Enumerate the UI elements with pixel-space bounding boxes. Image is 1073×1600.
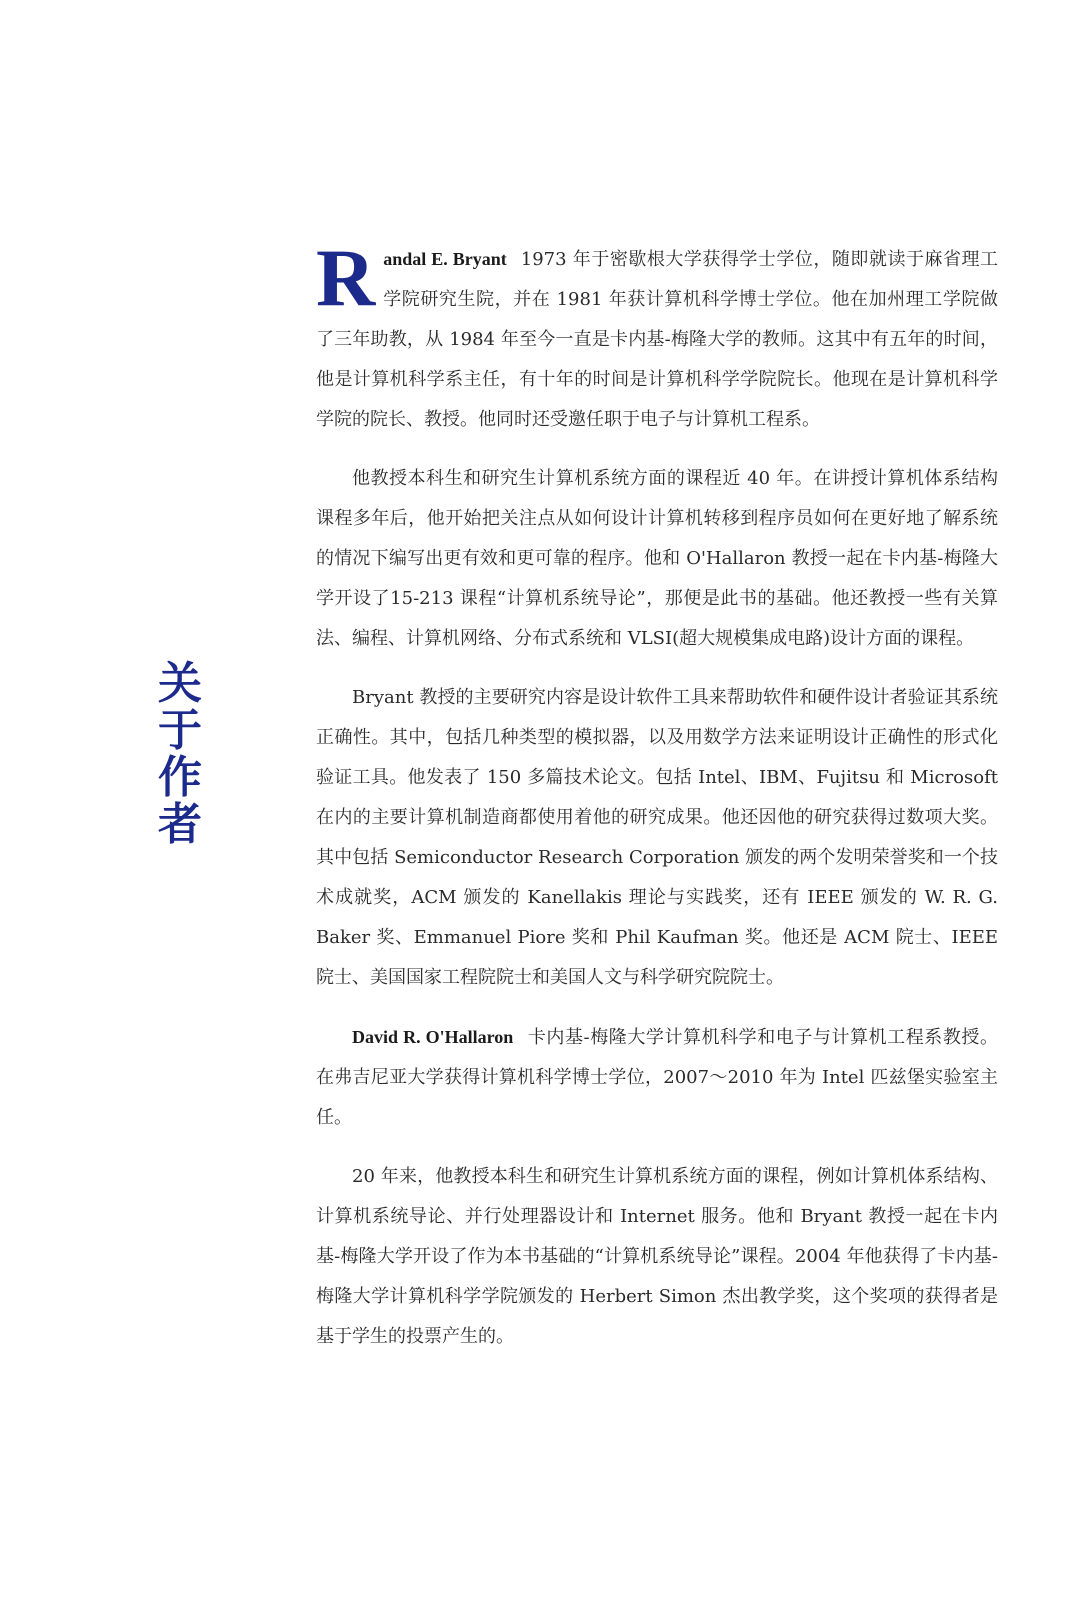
section-title-char: 作 bbox=[158, 752, 202, 803]
ohallaron-intro-paragraph bbox=[316, 1017, 998, 1138]
bryant-research-paragraph: Bryant 教授的主要研究内容是设计软件工具来帮助软件和硬件设计者验证其系统正确性。其中，包括几种类型的模拟器，以及用数学方法来证明设计正确性的形式化验证工具。他发表了 150 多篇技术论文。包括 Intel、IBM、Fujitsu 和 Microsoft 在内的主要计算机制造商都使用着他的研究成果。他还因他的研究获得过数项大奖。其中包括 Semiconductor Research Corporation 颁发的两个发明荣誉奖和一个技术成就奖，ACM 颁发的 Kanellakis 理论与实践奖，还有 IEEE 颁发的 W. R. G. Baker 奖、Emmanuel Piore 奖和 Phil Kaufman 奖。他还是 ACM 院士、IEEE 院士、美国国家工程院院士和美国人文与科学研究院院士。 bbox=[316, 687, 998, 988]
bryant-teaching-paragraph: 他教授本科生和研究生计算机系统方面的课程近 40 年。在讲授计算机体系结构课程多年后，他开始把关注点从如何设计计算机转移到程序员如何在更好地了解系统的情况下编写出更有效和更可靠的程序。他和 O'Hallaron 教授一起在卡内基-梅隆大学开设了15-213 课程“计算机系统导论”，那便是此书的基础。他还教授一些有关算法、编程、计算机网络、分布式系统和 VLSI(超大规模集成电路)设计方面的课程。 bbox=[316, 468, 998, 649]
bryant-bio-text: 1973 年于密歇根大学获得学士学位，随即就读于麻省理工学院研究生院，并在 1981 年获计算机科学博士学位。他在加州理工学院做了三年助教，从 1984 年至今一直是卡内基-梅隆大学的教师。这其中有五年的时间，他是计算机科学系主任，有十年的时间是计算机科学学院院长。他现在是计算机科学学院的院长、教授。他同时还受邀任职于电子与计算机工程系。 bbox=[316, 249, 998, 430]
ohallaron-teaching-paragraph: 20 年来，他教授本科生和研究生计算机系统方面的课程，例如计算机体系结构、计算机系统导论、并行处理器设计和 Internet 服务。他和 Bryant 教授一起在卡内基-梅隆大学开设了作为本书基础的“计算机系统导论”课程。2004 年他获得了卡内基-梅隆大学计算机科学学院颁发的 Herbert Simon 杰出教学奖，这个奖项的获得者是基于学生的投票产生的。 bbox=[316, 1166, 998, 1347]
section-title bbox=[152, 660, 208, 848]
section-title-char: 关 bbox=[158, 658, 202, 709]
author-name-ohallaron: David R. O'Hallaron bbox=[352, 1027, 514, 1047]
ohallaron-bio-text: 卡内基-梅隆大学计算机科学和电子与计算机工程系教授。在弗吉尼亚大学获得计算机科学博士学位，2007～2010 年为 Intel 匹兹堡实验室主任。 bbox=[316, 1027, 998, 1128]
author-name-bryant: andal E. Bryant bbox=[383, 249, 507, 269]
drop-cap: R bbox=[316, 232, 376, 323]
author-bios bbox=[316, 232, 998, 1376]
section-title-char: 者 bbox=[158, 799, 202, 850]
section-title-char: 于 bbox=[158, 705, 202, 756]
bryant-intro-paragraph bbox=[316, 232, 998, 440]
